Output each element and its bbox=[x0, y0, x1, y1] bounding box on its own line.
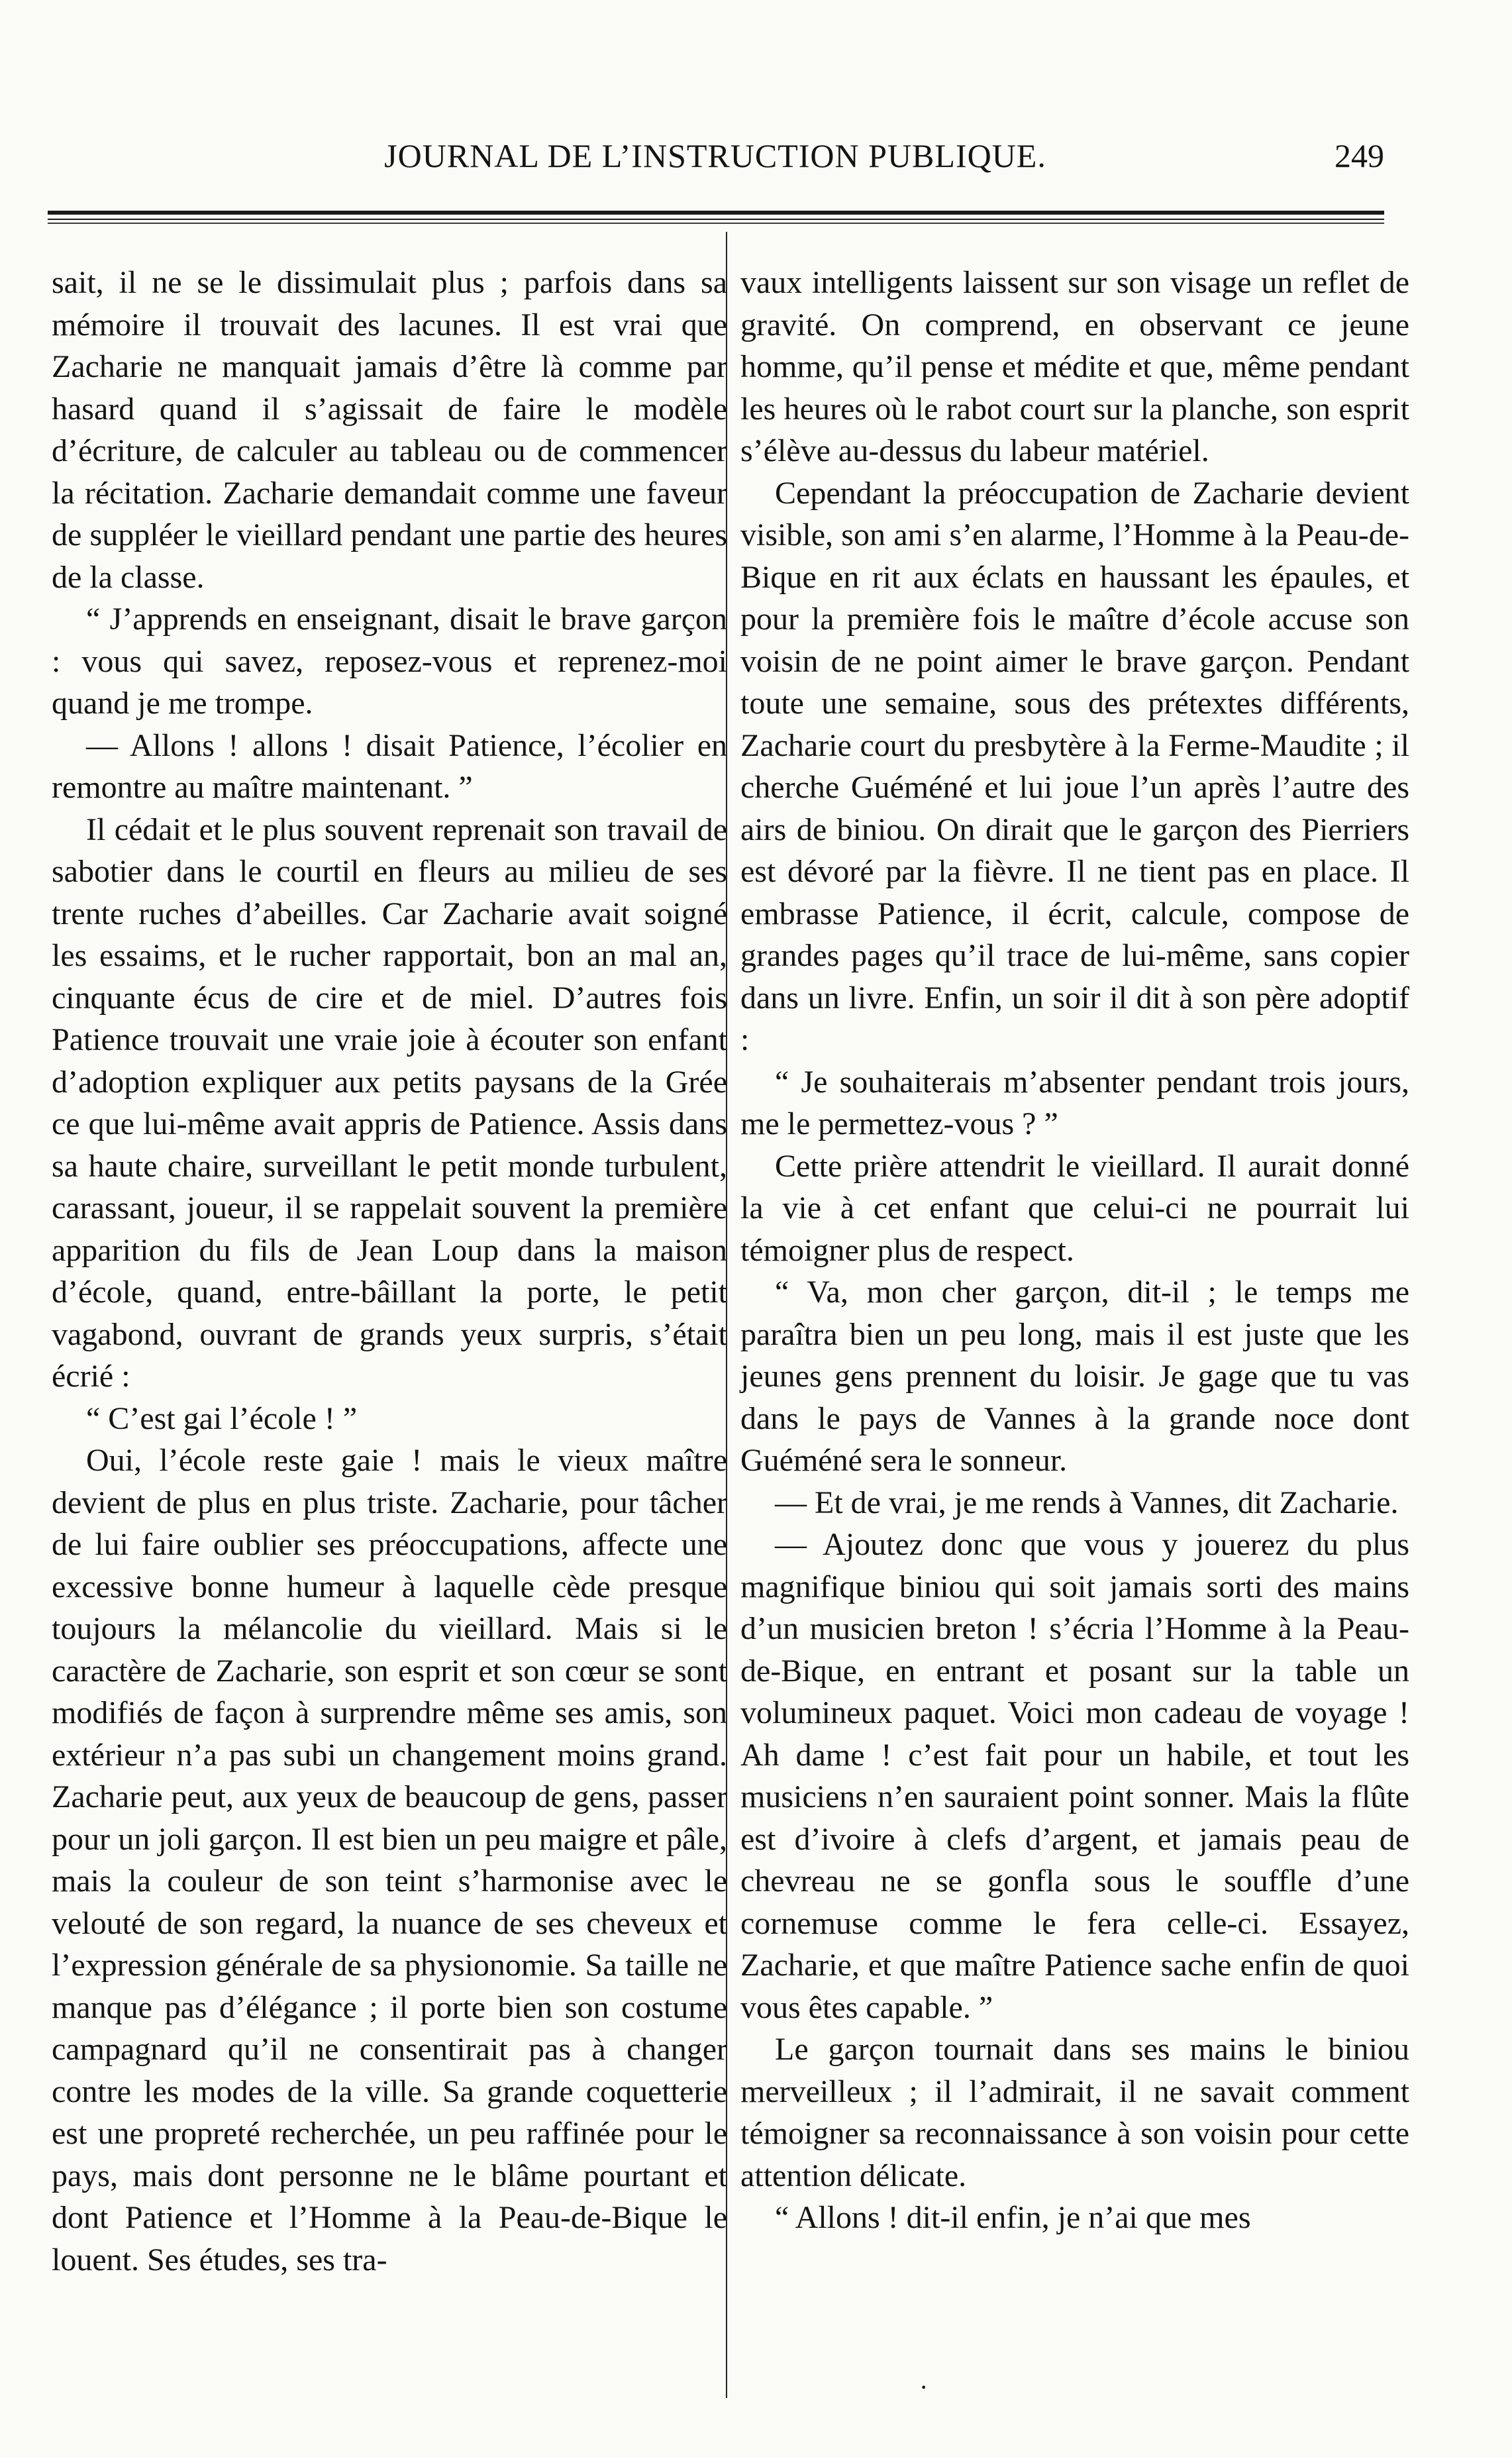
right-paragraph-1: vaux intelligents laissent sur son visage un reflet de gravité. On comprend, en observant ce jeune homme, qu’il pense et médite et que, même pendant les heures où le rabot court sur la planche, son esprit s’élève au-dessus du labeur matériel. bbox=[740, 265, 1409, 468]
right-paragraph-2: Cependant la préoccupation de Zacharie devient visible, son ami s’en alarme, l’Homme à la Peau-de-Bique en rit aux éclats en haussant les épaules, et pour la première fois le maître d’école accuse son voisin de ne point aimer le brave garçon. Pendant toute une semaine, sous des prétextes différents, Zacharie court du presbytère à la Ferme-Maudite ; il cherche Guéméné et lui joue l’un après l’autre des airs de biniou. On dirait que le garçon des Pierriers est dévoré par la fièvre. Il ne tient pas en place. Il embrasse Patience, il écrit, calcule, compose de grandes pages qu’il trace de lui-même, sans copier dans un livre. Enfin, un soir il dit à son père adoptif : bbox=[740, 475, 1409, 1057]
left-paragraph-6: Oui, l’école reste gaie ! mais le vieux maître devient de plus en plus triste. Zacharie, pour tâcher de lui faire oublier ses préoccupations, affecte une excessive bonne humeur à laquelle cède presque toujours la mélancolie du vieillard. Mais si le caractère de Zacharie, son esprit et son cœur se sont modifiés de façon à surprendre même ses amis, son extérieur n’a pas subi un changement moins grand. Zacharie peut, aux yeux de beaucoup de gens, passer pour un joli garçon. Il est bien un peu maigre et pâle, mais la couleur de son teint s’harmonise avec le velouté de son regard, la nuance de ses cheveux et l’expression générale de sa physionomie. Sa taille ne manque pas d’élégance ; il porte bien son costume campagnard qu’il ne consentirait pas à changer contre les modes de la ville. Sa grande coquetterie est une propreté recherchée, un peu raffinée pour le pays, mais dont personne ne le blâme pourtant et dont Patience et l’Homme à la Peau-de-Bique le louent. Ses études, ses tra- bbox=[52, 1443, 727, 2277]
print-speck: · bbox=[919, 2372, 929, 2402]
right-paragraph-9: “ Allons ! dit-il enfin, je n’ai que mes bbox=[775, 2200, 1251, 2235]
running-header bbox=[46, 132, 1384, 179]
header-rule-thick bbox=[48, 211, 1384, 215]
running-title: JOURNAL DE L’INSTRUCTION PUBLIQUE. bbox=[384, 137, 1046, 174]
page-number: 249 bbox=[1335, 137, 1384, 174]
left-paragraph-5: “ C’est gai l’école ! ” bbox=[86, 1400, 358, 1436]
right-paragraph-4: Cette prière attendrit le vieillard. Il aurait donné la vie à cet enfant que celui-ci ne pourrait lui témoigner plus de respect. bbox=[740, 1148, 1409, 1268]
right-column bbox=[740, 262, 1409, 2239]
header-rule-tail bbox=[48, 223, 1384, 224]
left-column bbox=[52, 262, 727, 2281]
left-paragraph-3: — Allons ! allons ! disait Patience, l’écolier en remontre au maître maintenant. ” bbox=[52, 727, 727, 805]
header-rule-thin bbox=[48, 219, 1384, 220]
left-paragraph-4: Il cédait et le plus souvent reprenait son travail de sabotier dans le courtil en fleurs au milieu de ses trente ruches d’abeilles. Car Zacharie avait soigné les essaims, et le rucher rapportait, bon an mal an, cinquante écus de cire et de miel. D’autres fois Patience trouvait une vraie joie à écouter son enfant d’adoption expliquer aux petits paysans de la Grée ce que lui-même avait appris de Patience. Assis dans sa haute chaire, surveillant le petit monde turbulent, carassant, joueur, il se rappelait souvent la première apparition du fils de Jean Loup dans la maison d’école, quand, entre-bâillant la porte, le petit vagabond, ouvrant de grands yeux surpris, s’était écrié : bbox=[52, 811, 727, 1394]
right-paragraph-6: — Et de vrai, je me rends à Vannes, dit Zacharie. bbox=[775, 1485, 1399, 1520]
left-paragraph-1: sait, il ne se le dissimulait plus ; parfois dans sa mémoire il trouvait des lacunes. Il est vrai que Zacharie ne manquait jamais d’être là comme par hasard quand il s’agissait de faire le modèle d’écriture, de calculer au tableau ou de commencer la récitation. Zacharie demandait comme une faveur de suppléer le vieillard pendant une partie des heures de la classe. bbox=[52, 265, 727, 595]
right-paragraph-7: — Ajoutez donc que vous y jouerez du plus magnifique biniou qui soit jamais sorti des mains d’un musicien breton ! s’écria l’Homme à la Peau-de-Bique, en entrant et posant sur la table un volumineux paquet. Voici mon cadeau de voyage ! Ah dame ! c’est fait pour un habile, et tout les musiciens n’en sauraient point sonner. Mais la flûte est d’ivoire à clefs d’argent, et jamais peau de chevreau ne se gonfla sous le souffle d’une cornemuse comme le fera celle-ci. Essayez, Zacharie, et que maître Patience sache enfin de quoi vous êtes capable. ” bbox=[740, 1527, 1409, 2025]
right-paragraph-5: “ Va, mon cher garçon, dit-il ; le temps me paraîtra bien un peu long, mais il est juste que les jeunes gens prennent du loisir. Je gage que tu vas dans le pays de Vannes à la grande noce dont Guéméné sera le sonneur. bbox=[740, 1275, 1409, 1478]
right-paragraph-8: Le garçon tournait dans ses mains le biniou merveilleux ; il l’admirait, il ne savait comment témoigner sa reconnaissance à son voisin pour cette attention délicate. bbox=[740, 2032, 1409, 2193]
left-paragraph-2: “ J’apprends en enseignant, disait le brave garçon : vous qui savez, reposez-vous et reprenez-moi quand je me trompe. bbox=[52, 601, 727, 721]
right-paragraph-3: “ Je souhaiterais m’absenter pendant trois jours, me le permettez-vous ? ” bbox=[740, 1064, 1409, 1141]
